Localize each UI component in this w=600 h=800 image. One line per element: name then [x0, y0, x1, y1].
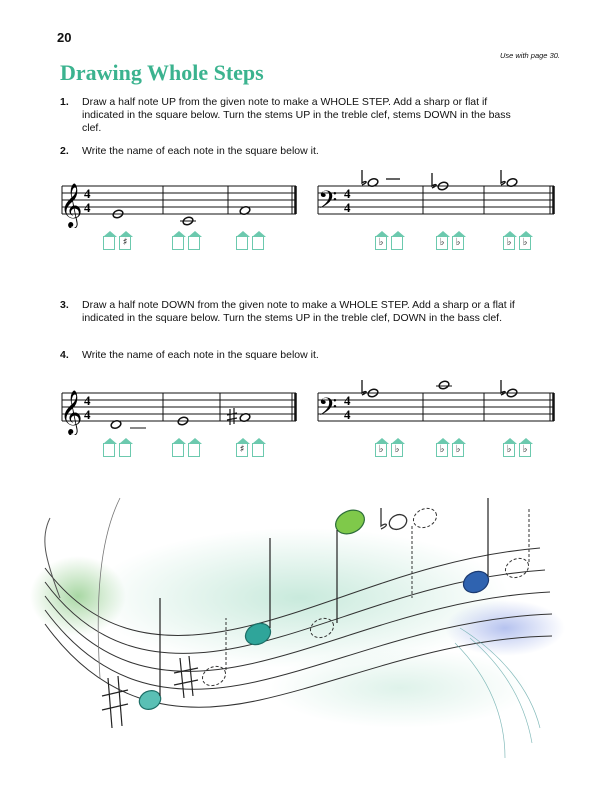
- answer-box[interactable]: [375, 236, 387, 250]
- time-signature-top: 4: [344, 393, 351, 408]
- flat-half-note: [432, 173, 449, 191]
- answer-boxes-bass-1: [0, 236, 600, 256]
- time-signature-top: 4: [84, 186, 91, 201]
- time-signature-bottom: 4: [84, 407, 91, 422]
- use-with-note: Use with page 30.: [499, 51, 560, 60]
- instruction-4: [60, 349, 530, 363]
- instruction-text: Draw a half note UP from the given note to make a WHOLE STEP. Add a sharp or flat if indicated in the square below. Turn the stems UP in the treble clef, stems DOWN in the bass clef.: [82, 96, 511, 134]
- accidental-label: ♭: [439, 237, 445, 248]
- time-signature-top: 4: [344, 186, 351, 201]
- answer-box[interactable]: [391, 236, 403, 250]
- half-note-open: [381, 508, 409, 532]
- answer-box[interactable]: [436, 443, 448, 457]
- sharp-symbol: [102, 676, 128, 728]
- accidental-label: ♭: [522, 444, 528, 455]
- accidental-label: ♭: [506, 444, 512, 455]
- bass-clef-icon: 𝄢: [318, 186, 338, 221]
- accidental-label: ♭: [378, 237, 384, 248]
- treble-staff-1: [62, 186, 296, 214]
- instruction-text: Draw a half note DOWN from the given note to make a WHOLE STEP. Add a sharp or a flat if indicated in the square below. Turn the stems UP in the treble clef, DOWN in the bass clef.: [82, 299, 515, 324]
- bass-clef-icon: 𝄢: [318, 393, 338, 428]
- treble-clef-icon: 𝄞: [60, 390, 83, 434]
- staff-row-1: [0, 168, 600, 228]
- accidental-label: ♭: [506, 237, 512, 248]
- bass-staff-1: [318, 186, 554, 214]
- answer-box[interactable]: [375, 443, 387, 457]
- accidental-label: ♭: [439, 444, 445, 455]
- bass-staff-2: [318, 393, 554, 421]
- wavy-staff-illustration: [0, 478, 600, 798]
- flat-half-note: [501, 170, 518, 187]
- instruction-number: 1.: [60, 96, 69, 108]
- flat-half-note: [362, 170, 400, 187]
- answer-box[interactable]: [503, 443, 515, 457]
- treble-staff-2: [62, 393, 296, 421]
- time-signature-bottom: 4: [84, 200, 91, 215]
- accidental-label: ♭: [522, 237, 528, 248]
- page-title: Drawing Whole Steps: [60, 60, 264, 85]
- time-signature-top: 4: [84, 393, 91, 408]
- note-blue-filled: [460, 498, 492, 597]
- instruction-1: [60, 96, 530, 148]
- accidental-label: ♭: [394, 444, 400, 455]
- instruction-text: Write the name of each note in the square below it.: [82, 145, 319, 157]
- time-signature-bottom: 4: [344, 200, 351, 215]
- staff-row-2: [0, 375, 600, 435]
- answer-boxes-bass-2: [0, 443, 600, 463]
- half-note-ledger: [436, 380, 452, 390]
- accidental-label: ♯: [122, 237, 128, 248]
- answer-box[interactable]: [503, 236, 515, 250]
- answer-box[interactable]: [452, 443, 464, 457]
- answer-box[interactable]: [519, 443, 531, 457]
- time-signature-bottom: 4: [344, 407, 351, 422]
- instruction-number: 4.: [60, 349, 69, 361]
- sharp-half-note: [227, 408, 251, 425]
- page-number: 20: [57, 30, 72, 45]
- accidental-label: ♯: [239, 444, 245, 455]
- instruction-2: [60, 145, 530, 159]
- answer-box[interactable]: [436, 236, 448, 250]
- accidental-label: ♭: [455, 444, 461, 455]
- answer-box[interactable]: [391, 443, 403, 457]
- half-note-with-ledger: [180, 216, 196, 226]
- answer-box[interactable]: [519, 236, 531, 250]
- flat-half-note: [362, 380, 379, 398]
- instruction-3: [60, 299, 530, 351]
- treble-clef-icon: 𝄞: [60, 183, 83, 227]
- instruction-text: Write the name of each note in the square below it.: [82, 349, 319, 361]
- accidental-label: ♭: [455, 237, 461, 248]
- sharp-symbol: [174, 656, 198, 698]
- flat-half-note: [501, 380, 518, 398]
- instruction-number: 3.: [60, 299, 69, 311]
- instruction-number: 2.: [60, 145, 69, 157]
- answer-box[interactable]: [452, 236, 464, 250]
- accidental-label: ♭: [378, 444, 384, 455]
